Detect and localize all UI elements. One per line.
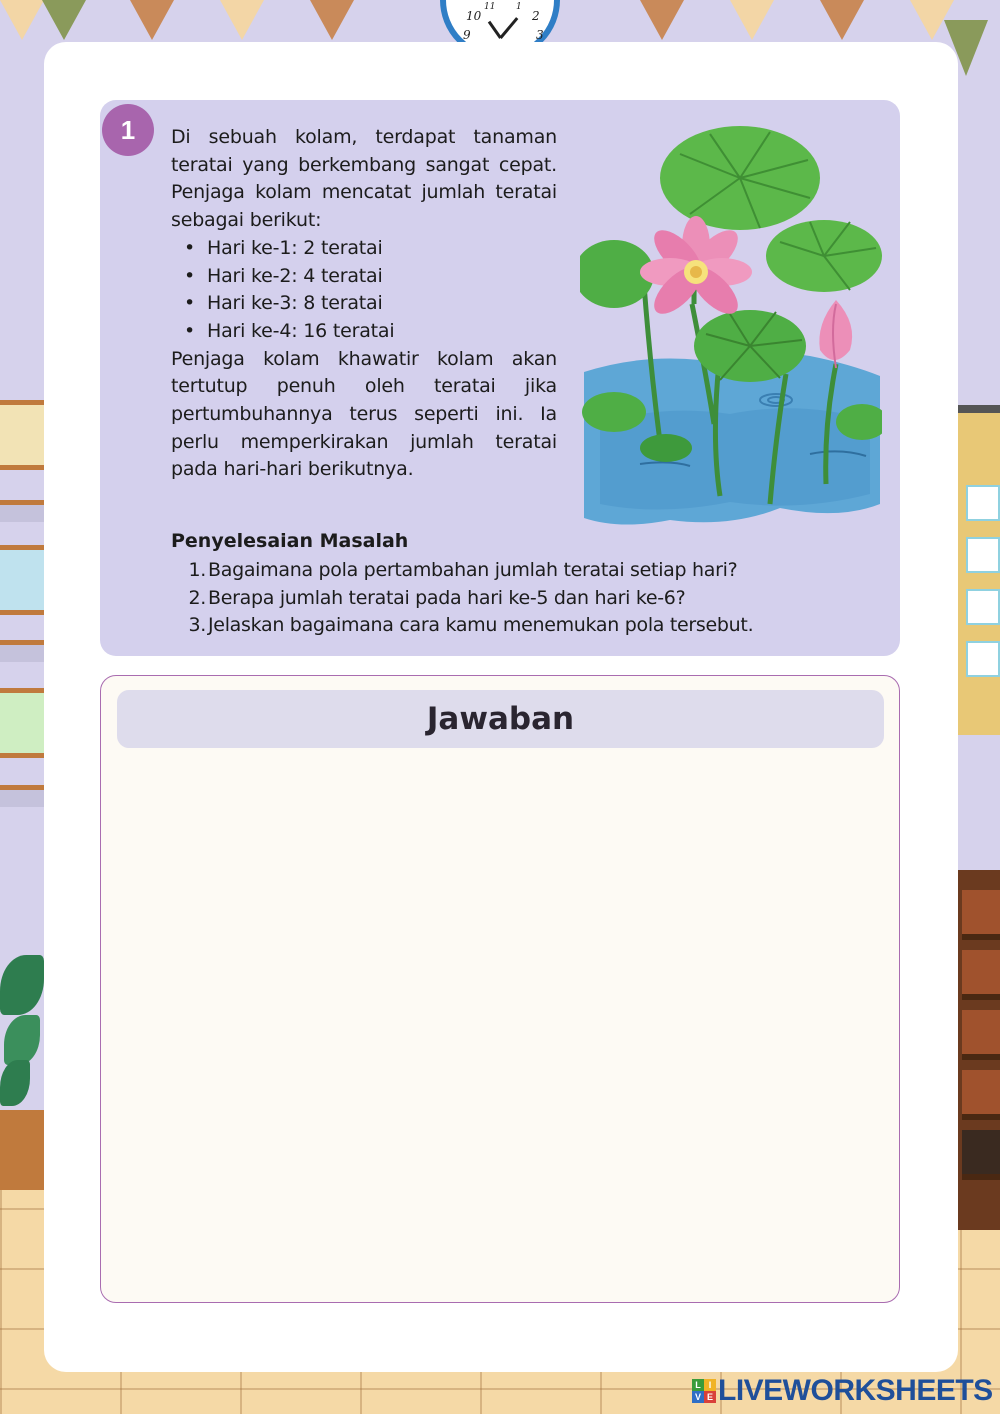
lotus-count-list [171, 235, 557, 346]
clock-number: 10 [466, 9, 482, 23]
problem-solving-title: Penyelesaian Masalah [171, 530, 409, 552]
liveworksheets-icon: L I V E [692, 1379, 716, 1403]
list-item: • Hari ke-4: 16 teratai [171, 318, 557, 346]
question-number-badge: 1 [102, 104, 154, 156]
clock-number: 1 [516, 2, 522, 12]
list-item: 2. Berapa jumlah teratai pada hari ke-5 dan hari ke-6? [171, 585, 891, 613]
liveworksheets-logo [692, 1374, 993, 1408]
answer-text-area[interactable] [118, 760, 882, 1290]
question-text: Berapa jumlah teratai pada hari ke-5 dan hari ke-6? [208, 586, 686, 609]
problem-solving-list [171, 557, 891, 640]
list-item: 3. Jelaskan bagaimana cara kamu menemukan pola tersebut. [171, 612, 891, 640]
brand-name: LIVEWORKSHEETS [718, 1374, 993, 1407]
clock-number: 9 [463, 28, 471, 42]
clock-number: 11 [484, 2, 496, 12]
question-story [171, 124, 557, 484]
clock-minute-hand [499, 17, 518, 39]
clock-number: 2 [532, 9, 540, 23]
question-text: Bagaimana pola pertambahan jumlah teratai setiap hari? [208, 559, 738, 581]
clock-number: 3 [536, 28, 544, 42]
list-item: • Hari ke-2: 4 teratai [171, 263, 557, 291]
lotus-pond-illustration [580, 124, 882, 528]
question-intro: Di sebuah kolam, terdapat tanaman teratai yang berkembang sangat cepat. Penjaga kolam mencatat jumlah teratai sebagai berikut: [171, 126, 557, 232]
question-text: Jelaskan bagaimana cara kamu menemukan pola tersebut. [208, 614, 754, 637]
list-item: • Hari ke-1: 2 teratai [171, 235, 557, 263]
bookshelf-right [958, 870, 1000, 1230]
list-item: 1. Bagaimana pola pertambahan jumlah teratai setiap hari? [171, 557, 891, 585]
bulletin-board-right [958, 405, 1000, 735]
answer-title: Jawaban [117, 690, 884, 748]
list-item: • Hari ke-3: 8 teratai [171, 290, 557, 318]
question-outro: Penjaga kolam khawatir kolam akan tertutup penuh oleh teratai jika pertumbuhannya terus seperti ini. Ia perlu memperkirakan jumlah teratai pada hari-hari berikutnya. [171, 347, 557, 481]
